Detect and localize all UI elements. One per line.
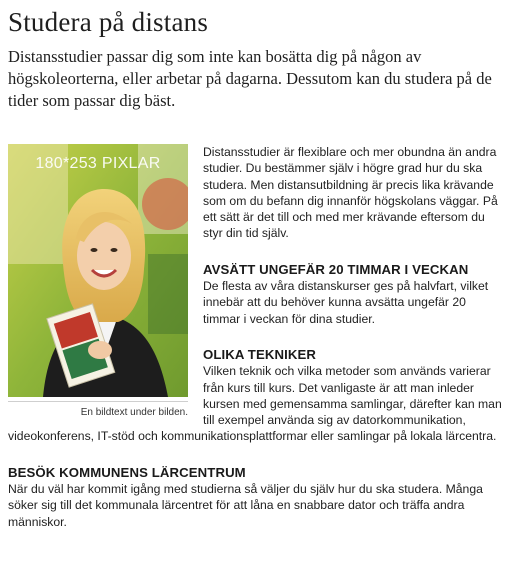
section-body: När du väl har kommit igång med studierna så väljer du själv hur du ska studera. Många söker sig till det kommunala lärcentret för att låna en snabbare dator och träffa andra människor. — [8, 482, 483, 529]
lead-paragraph: Distansstudier passar dig som inte kan bosätta dig på någon av högskoleorterna, eller arbetar på dagarna. Dessutom kan du studera på de tider som passar dig bäst. — [8, 47, 492, 110]
section-learning-centre — [8, 465, 503, 530]
image-size-label: 180*253 PIXLAR — [35, 155, 161, 172]
section-heading: AVSÄTT UNGEFÄR 20 TIMMAR I VECKAN — [203, 261, 469, 277]
section-body: De flesta av våra distanskurser ges på halvfart, vilket innebär att du behöver kunna avsätta ungefär 20 timmar i veckan för dina studier. — [203, 279, 489, 326]
article-body — [8, 144, 503, 530]
image-caption: En bildtext under bilden. — [8, 401, 188, 419]
article — [8, 0, 503, 530]
intro-paragraph: Distansstudier är flexiblare och mer obundna än andra studier. Du bestämmer själv i högre grad hur du ska studera. Men distansutbildning är precis lika krävande som om du befann dig innanför högskolans väggar. På ett sätt är det till och med mer krävande eftersom du styr din tid själv. — [203, 145, 498, 241]
page-title: Studera på distans — [8, 7, 209, 37]
section-heading: BESÖK KOMMUNENS LÄRCENTRUM — [8, 464, 246, 480]
photo-illustration — [8, 144, 188, 397]
section-heading: OLIKA TEKNIKER — [203, 346, 317, 362]
section-body: Vilken teknik och vilka metoder som används varierar från kurs till kurs. Det vanligaste är att man inleder kursen med gemensamma samlingar, därefter kan man till exempel använda sig av datorkommunikation, videokonferens, IT-stöd och kommunikationsplattformar eller samlingar på lokala lärcentra. — [8, 364, 502, 444]
figure — [8, 144, 188, 419]
article-photo — [8, 144, 188, 397]
